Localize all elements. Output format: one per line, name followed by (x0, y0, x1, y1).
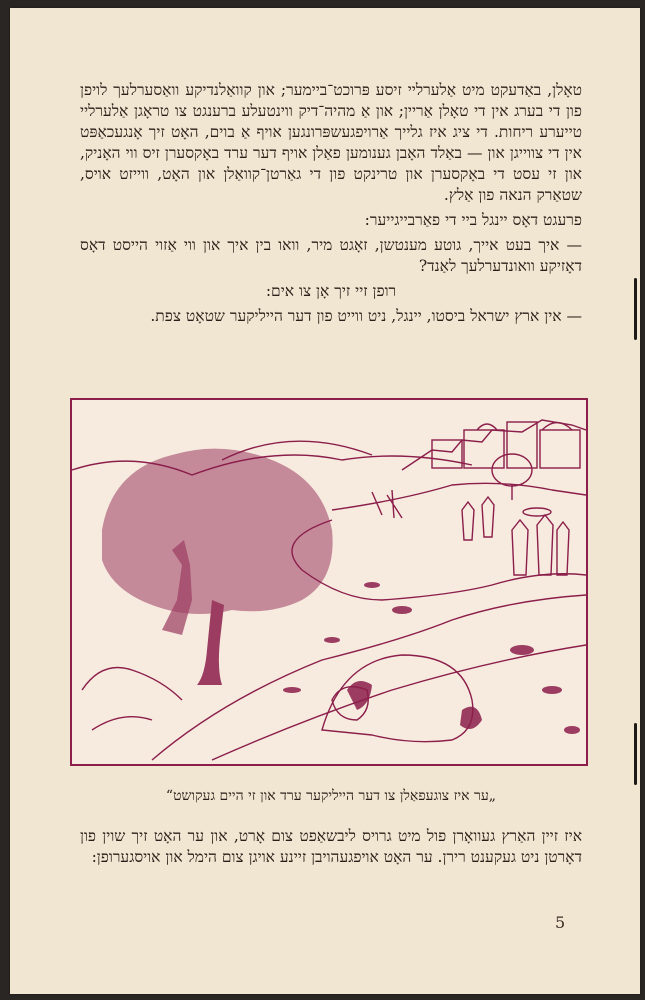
paragraph-6: איז זיין האַרץ געוואָרן פול מיט גרויס ליבשאַפט צום אָרט, און ער האָט זיך שוין פון דאָרטן ניט געקענט רירן. ער האָט אויפגעהויבן זיינע אויגן צום הימל און אויסגערופן: (80, 827, 582, 866)
illustration-drawing (72, 400, 586, 764)
paragraph-4: רופן זיי זיך אָן צו אים: (265, 282, 397, 300)
paragraph-1: טאָלן, באַדעקט מיט אַלערליי זיסע פּרוכט־ביימער; און קוואַלנדיקע וואַסערלעך לויפן פון די בערג אין די טאָלן אַריין; און אַ מהיה־דיק ווינטעלע ברענגט צו טראָגן אַלערליי טייערע ריחות. די ציג איז גלייך אַרויפגעשפּרונגען אויף אַ בוים, האָט זיך אָנגעכאַפּט אין די צווייגן און — באַלד האָבן גענומען פאַלן אויף דער ערד באָקסערן זיס ווי האָניק, און זי עסט די באָקסערן און טרינקט פון די גאַרטן־קוואַלן און האָט, ווייזט אויס, שטאַרק הנאה פון אַלץ. (80, 81, 582, 204)
binding-staple-bottom (634, 723, 637, 785)
bottom-text-block (80, 826, 582, 872)
top-text-block (80, 80, 582, 331)
illustration-holy-land (70, 398, 588, 766)
paragraph-2: פרעגט דאָס יינגל ביי די פאַרבייגייער: (364, 211, 582, 229)
paragraph-3: — איך בעט אייך, גוטע מענטשן, זאָגט מיר, וואו בין איך און ווי אַזוי הייסט דאָס דאָזיקע וואונדערלעך לאַנד? (80, 236, 582, 275)
binding-staple-top (634, 278, 637, 340)
page-number: 5 (555, 913, 566, 932)
paragraph-5: — אין ארץ ישראל ביסטו, יינגל, ניט ווייט פון דער הייליקער שטאָט צפת. (150, 307, 582, 325)
book-page (10, 8, 640, 994)
illustration-caption: „ער איז צוגעפאַלן צו דער הייליקער ערד און זי היים געקושט“ (165, 788, 497, 804)
